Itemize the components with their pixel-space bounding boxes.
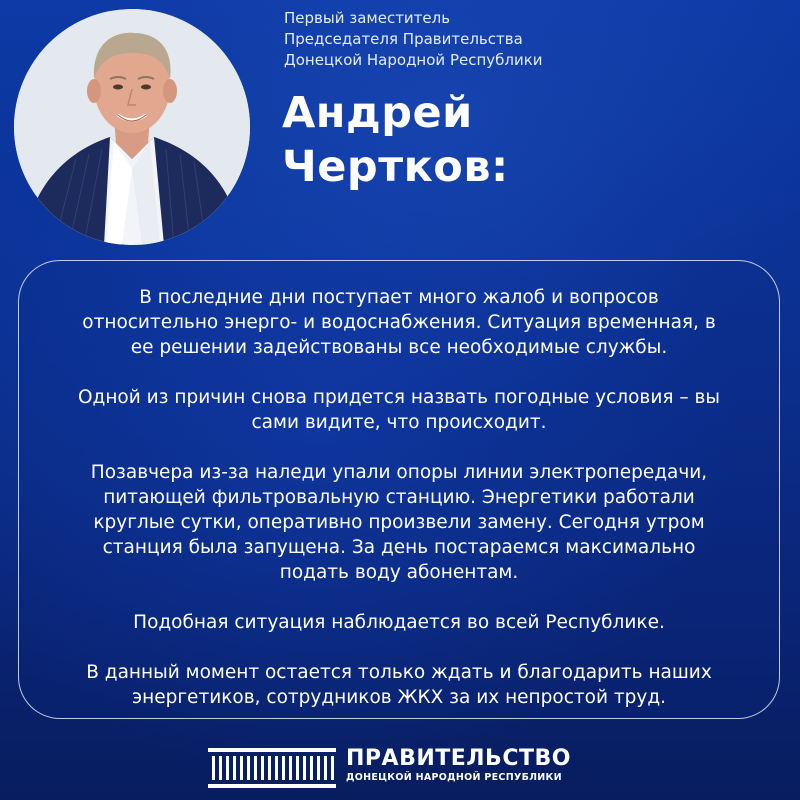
quote-paragraph [18, 285, 780, 360]
government-building-icon [208, 748, 336, 788]
quote-paragraph [18, 385, 780, 435]
logo-title: ПРАВИТЕЛЬСТВО [346, 746, 571, 771]
portrait-photo [14, 9, 250, 245]
quote-line: относительно энерго- и водоснабжения. Ситуация временная, в [82, 312, 716, 333]
quote-line: Позавчера из-за наледи упали опоры линии электропередачи, [90, 462, 708, 483]
quote-line: энергетиков, сотрудников ЖКХ за их непростой труд. [131, 687, 667, 708]
subtitle-line: Донецкой Народной Республики [284, 51, 543, 69]
subtitle-line: Председателя Правительства [284, 30, 523, 48]
quote-line: В последние дни поступает много жалоб и вопросов [139, 287, 659, 308]
quote-paragraph [18, 460, 780, 585]
position-subtitle [284, 8, 543, 71]
quote-paragraph [18, 610, 780, 635]
name-line: Чертков: [282, 142, 509, 192]
quote-line: Подобная ситуация наблюдается во всей Республике. [133, 612, 665, 633]
government-logo [208, 744, 604, 792]
speaker-name [282, 86, 509, 194]
quote-line: Одной из причин снова придется назвать погодные условия – вы [77, 387, 721, 408]
person-photo-icon [14, 9, 250, 245]
name-line: Андрей [282, 88, 473, 138]
quote-line: сами видите, что происходит. [251, 412, 547, 433]
quote-paragraph [18, 660, 780, 710]
quote-line: круглые сутки, оперативно произвели замену. Сегодня утром [93, 512, 705, 533]
quote-line: ее решении задействованы все необходимые службы. [130, 337, 668, 358]
subtitle-line: Первый заместитель [284, 9, 451, 27]
quote-line: станция была запущена. За день постараемся максимально [102, 537, 696, 558]
quote-line: питающей фильтровальную станцию. Энергетики работали [103, 487, 695, 508]
logo-subtitle: ДОНЕЦКОЙ НАРОДНОЙ РЕСПУБЛИКИ [346, 772, 562, 783]
quote-text [18, 285, 780, 710]
quote-line: В данный момент остается только ждать и благодарить наших [86, 662, 712, 683]
quote-line: подать воду абонентам. [279, 562, 519, 583]
